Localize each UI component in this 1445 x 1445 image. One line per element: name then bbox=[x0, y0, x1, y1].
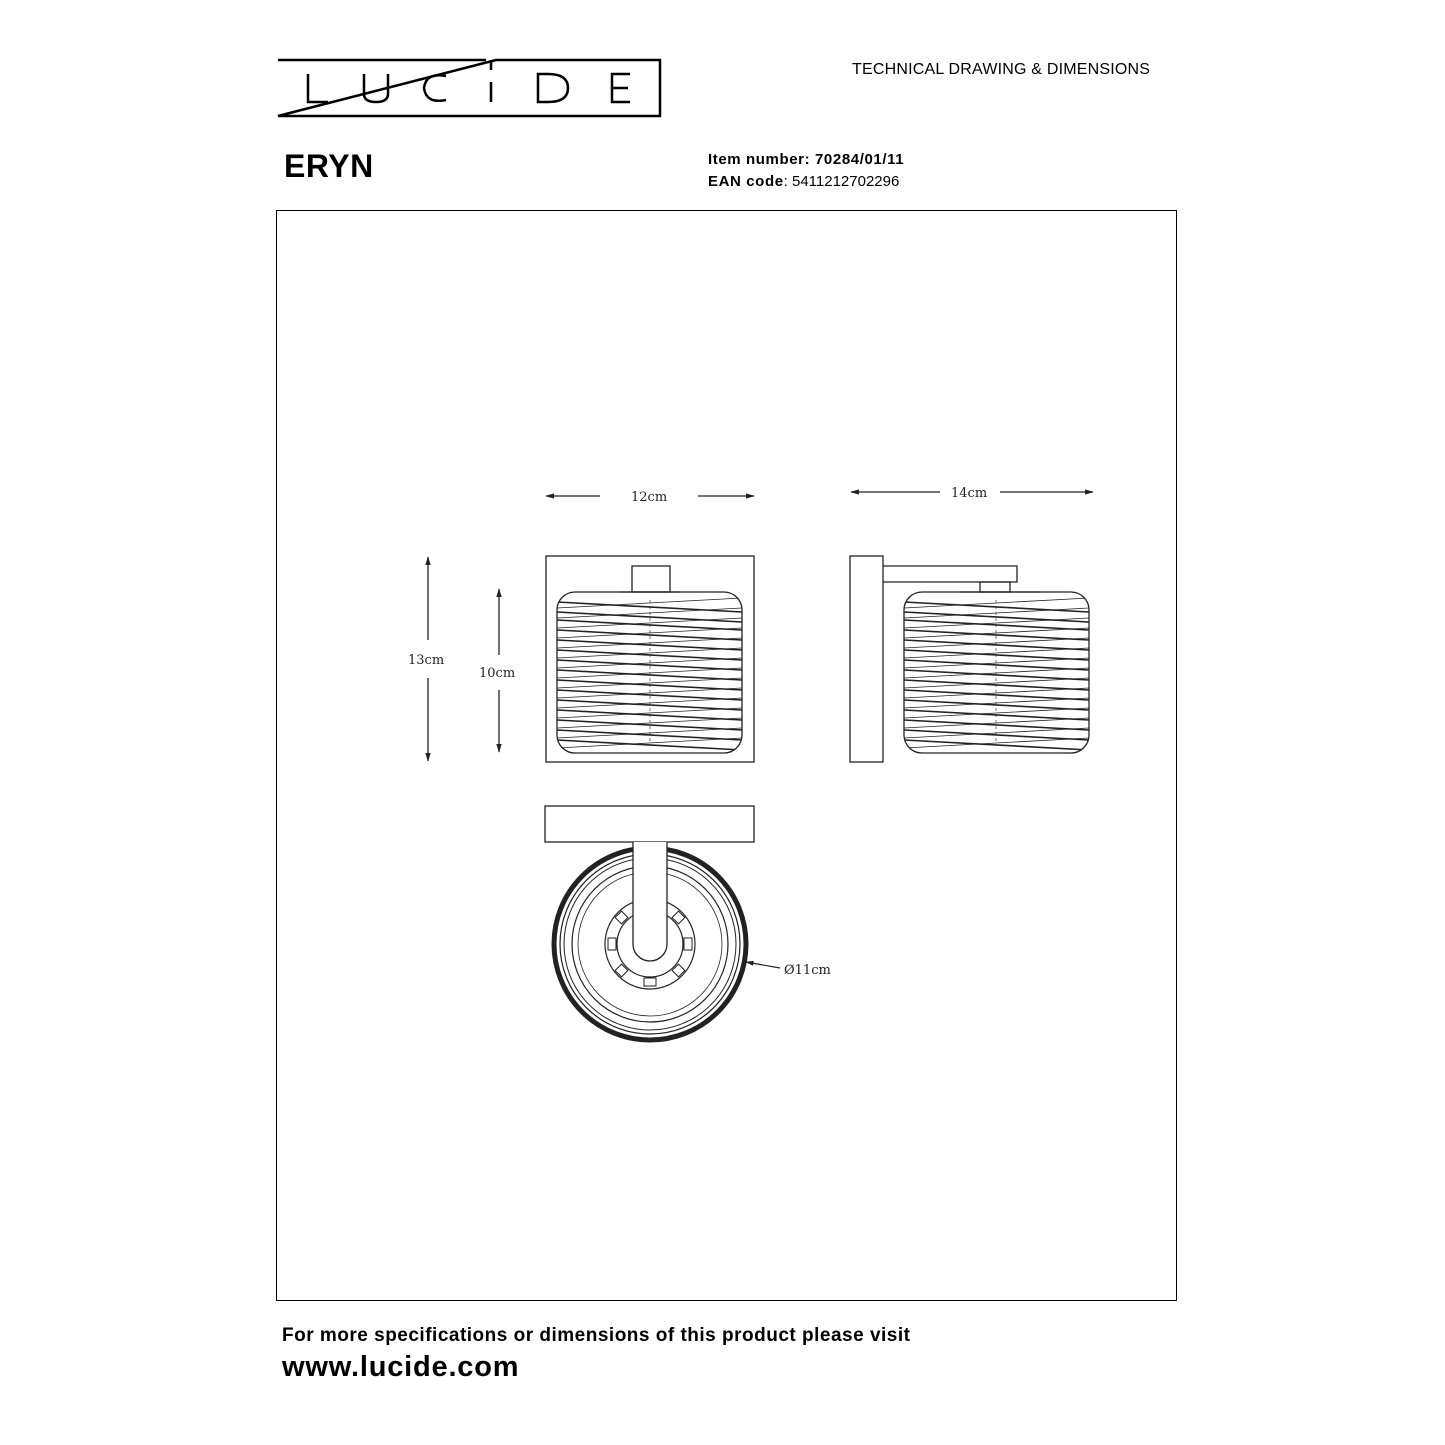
product-name: ERYN bbox=[284, 148, 374, 184]
side-view-drawing bbox=[850, 492, 1093, 762]
footer-note: For more specifications or dimensions of this product please visit bbox=[282, 1325, 911, 1346]
dim-front-width: 12cm bbox=[631, 490, 668, 505]
dim-side-depth: 14cm bbox=[951, 486, 988, 501]
front-view-drawing bbox=[428, 496, 754, 762]
website-link[interactable]: www.lucide.com bbox=[282, 1351, 520, 1383]
dim-total-height: 13cm bbox=[408, 653, 445, 668]
ean-value: : 5411212702296 bbox=[783, 173, 900, 190]
dim-shade-height: 10cm bbox=[479, 666, 516, 681]
item-number-label: Item number bbox=[708, 151, 805, 168]
dim-shade-diameter: Ø11cm bbox=[784, 963, 831, 978]
document-heading: TECHNICAL DRAWING & DIMENSIONS bbox=[852, 61, 1151, 78]
ean-label: EAN code bbox=[708, 173, 784, 190]
item-number-value: : 70284/01/11 bbox=[804, 151, 905, 168]
top-view-drawing bbox=[545, 806, 780, 1040]
